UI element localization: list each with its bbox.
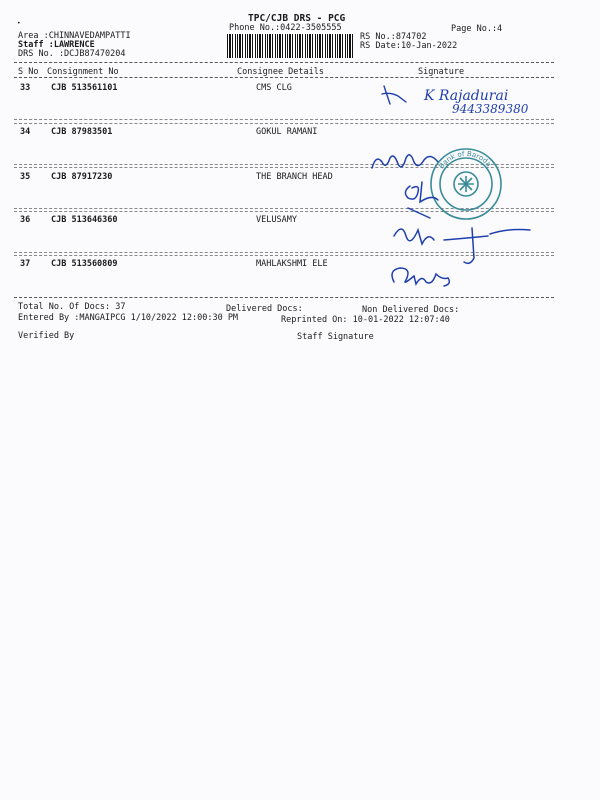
row-consignee: CMS CLG (256, 83, 292, 93)
row-consignee: VELUSAMY (256, 215, 297, 225)
separator (14, 77, 554, 78)
column-header-signature: Signature (418, 67, 465, 77)
stamp-text: Bank of Baroda (437, 149, 493, 171)
staff-signature-label: Staff Signature (297, 332, 374, 342)
row-sno: 36 (20, 215, 31, 225)
delivered-docs: Delivered Docs: (226, 304, 303, 314)
column-header-consignment: Consignment No (47, 67, 119, 77)
row-sno: 33 (20, 83, 31, 93)
row-consignment: CJB 87983501 (51, 127, 113, 137)
report-title: TPC/CJB DRS - PCG (248, 13, 346, 24)
signature-37 (386, 262, 466, 292)
row-consignment: CJB 513646360 (51, 215, 118, 225)
column-header-sno: S No (18, 67, 39, 77)
drs-number: DRS No. :DCJB87470204 (18, 49, 126, 59)
stray-dot: • (17, 20, 21, 27)
reprinted-on: Reprinted On: 10-01-2022 12:07:40 (281, 315, 450, 325)
row-sno: 35 (20, 172, 31, 182)
column-header-consignee: Consignee Details (237, 67, 324, 77)
phone-number: Phone No.:0422-3505555 (229, 23, 342, 33)
entered-by: Entered By :MANGAIPCG 1/10/2022 12:00:30 PM (18, 313, 239, 323)
row-consignment: CJB 513560809 (51, 259, 118, 269)
row-sno: 37 (20, 259, 31, 269)
staff-label: Staff :LAWRENCE (18, 40, 95, 50)
row-consignment: CJB 513561101 (51, 83, 118, 93)
area-label: Area :CHINNAVEDAMPATTI (18, 31, 131, 41)
svg-text:Bank of Baroda (438, 150, 493, 170)
rs-number: RS No.:874702 (360, 32, 427, 42)
barcode (227, 34, 353, 58)
verified-by-label: Verified By (18, 331, 75, 341)
separator (14, 297, 554, 298)
non-delivered-docs: Non Delivered Docs: (362, 305, 460, 315)
total-docs: Total No. Of Docs: 37 (18, 302, 126, 312)
signature-name: K Rajadurai (424, 88, 509, 104)
rs-date: RS Date:10-Jan-2022 (360, 41, 458, 51)
page-number: Page No.:4 (451, 24, 503, 34)
row-consignee: GOKUL RAMANI (256, 127, 318, 137)
separator (14, 62, 554, 63)
row-consignee: THE BRANCH HEAD (256, 172, 333, 182)
row-sno: 34 (20, 127, 31, 137)
row-separator (14, 123, 554, 124)
row-consignment: CJB 87917230 (51, 172, 113, 182)
row-consignee: MAHLAKSHMI ELE (256, 259, 328, 269)
signature-33 (380, 82, 560, 122)
signature-phone: 9443389380 (452, 102, 529, 116)
